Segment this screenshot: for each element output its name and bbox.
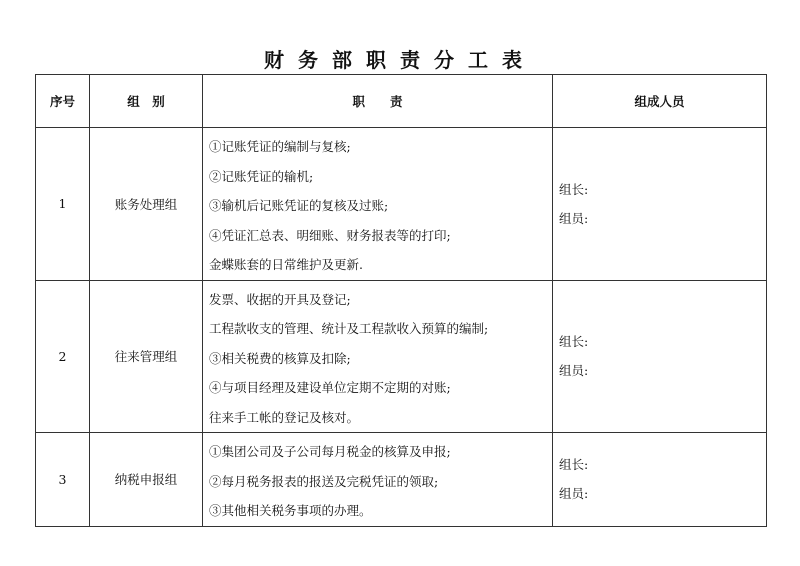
row-group: 纳税申报组 bbox=[90, 433, 203, 527]
row-members bbox=[553, 128, 767, 281]
member-label: 组员: bbox=[559, 210, 589, 226]
table-row bbox=[36, 433, 767, 527]
duty-item: 往来手工帐的登记及核对。 bbox=[209, 409, 360, 425]
row-group: 往来管理组 bbox=[90, 280, 203, 433]
duty-item: ①记账凭证的编制与复核; bbox=[209, 139, 351, 154]
row-members bbox=[553, 280, 767, 433]
table-row bbox=[36, 128, 767, 281]
row-duties bbox=[203, 280, 553, 433]
row-duties bbox=[203, 433, 553, 527]
duty-item: ③其他相关税务事项的办理。 bbox=[209, 503, 372, 518]
header-no: 序号 bbox=[36, 75, 90, 128]
duty-item: ③相关税费的核算及扣除; bbox=[209, 350, 351, 366]
row-duties bbox=[203, 128, 553, 281]
row-no: 2 bbox=[36, 280, 90, 433]
duty-item: ③输机后记账凭证的复核及过账; bbox=[209, 198, 389, 213]
duty-item: ④凭证汇总表、明细账、财务报表等的打印; bbox=[209, 227, 451, 243]
row-no: 1 bbox=[36, 128, 90, 281]
duty-item: ④与项目经理及建设单位定期不定期的对账; bbox=[209, 380, 451, 395]
table-row bbox=[36, 280, 767, 433]
page-title: 财务部职责分工表 bbox=[264, 48, 536, 72]
row-group: 账务处理组 bbox=[90, 128, 203, 281]
duty-table bbox=[35, 74, 767, 527]
row-no: 3 bbox=[36, 433, 90, 527]
leader-label: 组长: bbox=[559, 457, 589, 473]
leader-label: 组长: bbox=[559, 334, 589, 350]
duty-item: ②每月税务报表的报送及完税凭证的领取; bbox=[209, 473, 439, 489]
duty-item: 工程款收支的管理、统计及工程款收入预算的编制; bbox=[209, 321, 489, 336]
duty-item: 发票、收据的开具及登记; bbox=[209, 291, 351, 307]
duty-item: ①集团公司及子公司每月税金的核算及申报; bbox=[209, 444, 451, 459]
member-label: 组员: bbox=[559, 363, 589, 379]
header-duty: 职 责 bbox=[203, 75, 553, 128]
duty-item: ②记账凭证的输机; bbox=[209, 168, 314, 184]
leader-label: 组长: bbox=[559, 181, 589, 197]
duty-item: 金蝶账套的日常维护及更新. bbox=[209, 257, 363, 272]
row-members bbox=[553, 433, 767, 527]
member-label: 组员: bbox=[559, 486, 589, 502]
header-group: 组 别 bbox=[90, 75, 203, 128]
table-header-row bbox=[36, 75, 767, 128]
header-members: 组成人员 bbox=[553, 75, 767, 128]
